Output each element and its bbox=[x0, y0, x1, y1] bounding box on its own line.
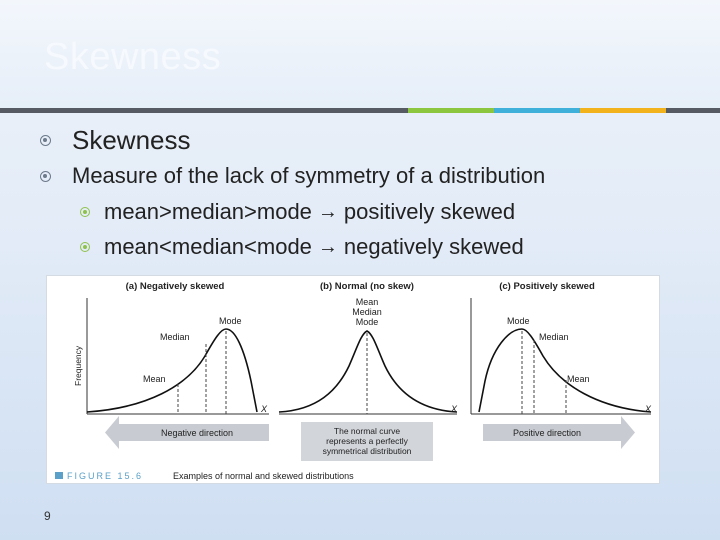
bullet-circle-icon bbox=[40, 171, 51, 182]
bullet-text: Skewness bbox=[72, 125, 191, 155]
bullet-text: Measure of the lack of symmetry of a distribution bbox=[72, 163, 546, 188]
negative-direction-label: Negative direction bbox=[160, 428, 234, 438]
y-axis-label: Frequency bbox=[73, 345, 83, 386]
figure-label-marker bbox=[55, 472, 63, 479]
skewness-figure-svg bbox=[47, 276, 661, 485]
figure-caption: Examples of normal and skewed distributions bbox=[173, 471, 354, 481]
sub-bullet-result: positively skewed bbox=[343, 199, 516, 224]
normal-caption-line-1: The normal curve bbox=[333, 426, 401, 436]
right-arrow-icon: → bbox=[317, 200, 338, 223]
panel-c-median-label: Median bbox=[539, 332, 569, 342]
panel-c-title: (c) Positively skewed bbox=[499, 281, 595, 292]
divider-segment-yellow bbox=[580, 108, 666, 113]
skewness-figure bbox=[46, 275, 660, 484]
panel-c-mean-label: Mean bbox=[567, 374, 590, 384]
sub-bullet-positive bbox=[80, 199, 515, 225]
panel-b-mode-label: Mode bbox=[355, 317, 379, 327]
divider-segment-gray-end bbox=[666, 108, 720, 113]
normal-caption-line-2: represents a perfectly bbox=[326, 436, 408, 446]
panel-a-mode-label: Mode bbox=[219, 316, 242, 326]
panel-b-title: (b) Normal (no skew) bbox=[320, 281, 414, 292]
positive-direction-label: Positive direction bbox=[512, 428, 582, 438]
bullet-skewness bbox=[40, 125, 191, 156]
slide-title: Skewness bbox=[44, 36, 222, 78]
sub-bullet-result: negatively skewed bbox=[343, 234, 524, 259]
panel-c-x-label: X bbox=[645, 404, 652, 414]
sub-bullet-circle-icon bbox=[80, 242, 90, 252]
panel-b-median-label: Median bbox=[352, 307, 382, 317]
panel-b-curve bbox=[279, 331, 457, 412]
divider-segment-blue bbox=[494, 108, 580, 113]
figure-label: FIGURE 15.6 bbox=[67, 471, 144, 481]
bullet-definition bbox=[40, 163, 545, 189]
page-number: 9 bbox=[44, 509, 51, 523]
normal-caption-line-3: symmetrical distribution bbox=[322, 446, 412, 456]
panel-c-mode-label: Mode bbox=[507, 316, 530, 326]
panel-b-mean-label: Mean bbox=[355, 297, 379, 307]
panel-a-x-label: X bbox=[261, 404, 268, 414]
panel-a-title: (a) Negatively skewed bbox=[125, 281, 225, 292]
right-arrow-icon: → bbox=[317, 235, 338, 258]
bullet-circle-icon bbox=[40, 135, 51, 146]
sub-bullet-condition: mean>median>mode bbox=[104, 199, 312, 224]
sub-bullet-circle-icon bbox=[80, 207, 90, 217]
panel-a-mean-label: Mean bbox=[143, 374, 166, 384]
divider-segment-gray bbox=[0, 108, 408, 113]
sub-bullet-condition: mean<median<mode bbox=[104, 234, 312, 259]
sub-bullet-negative bbox=[80, 234, 524, 260]
divider-segment-green bbox=[408, 108, 494, 113]
panel-a-median-label: Median bbox=[160, 332, 190, 342]
panel-b-x-label: X bbox=[451, 404, 458, 414]
